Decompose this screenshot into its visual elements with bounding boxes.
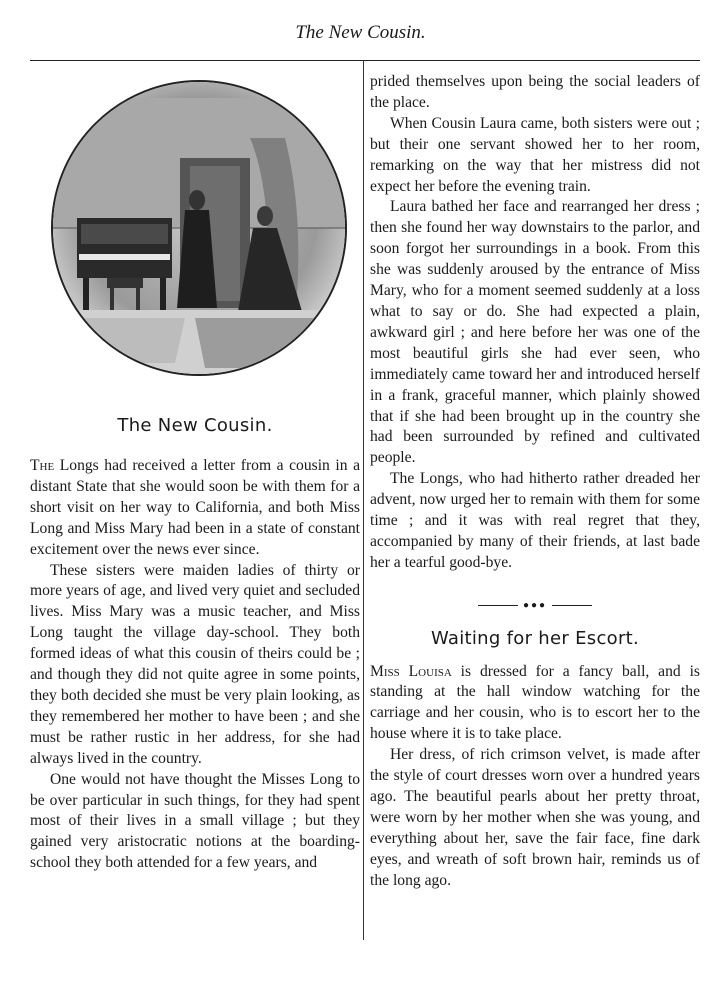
paragraph: The Longs, who had hitherto rather dreaded her advent, now urged her to remain with them for some time ; and it was with real regret that they, accompanied by many of their friends, at last bade her a tearful good-bye.	[370, 470, 700, 571]
running-head: The New Cousin.	[295, 22, 426, 43]
paragraph: These sisters were maiden ladies of thirty or more years of age, and lived very quiet and secluded lives. Miss Mary was a music teacher, and Miss Long taught the village day-school. They both formed ideas of what this cousin of theirs could be ; and though they did not quite agree in some points, they both decided she must be very plain looking, as they remembered her mother to have been ; and she must be rather rustic in her address, for she had always lived in the country.	[30, 561, 360, 767]
story-title-waiting-escort: Waiting for her Escort.	[430, 627, 640, 649]
left-column-text	[30, 456, 360, 874]
paragraph	[30, 456, 360, 561]
paragraph: One would not have thought the Misses Long to be over particular in such things, for they had spent most of their lives in a small village ; but they gained very aristocratic notions at the boarding-school they both attended for a few years, and	[30, 770, 360, 872]
paragraph: Laura bathed her face and rearranged her dress ; then she found her way downstairs to the parlor, and soon forgot her surroundings in a book. From this she was suddenly aroused by the entrance of Miss Mary, who for a moment seemed suddenly at a loss what to say or do. She had expected a plain, awkward girl ; and here before her was one of the most beautiful girls she had ever seen, who immediately came toward her and introduced herself in a frank, graceful manner, which plainly showed that if she had been brought up in the country she had been surrounded by refined and cultivated people.	[370, 198, 700, 467]
story-title-new-cousin: The New Cousin.	[117, 415, 273, 436]
paragraph-text: is dressed for a fancy ball, and is standing at the hall window watching for the carriage and her cousin, who is to escort her to the house where it is to take place.	[370, 662, 700, 743]
paragraph-continued: prided themselves upon being the social leaders of the place.	[370, 73, 700, 111]
paragraph-text: Longs had received a letter from a cousin in a distant State that she would soon be with them for a short visit on her way to California, and both Miss Long and Miss Mary had been in a state of constant excitement over the news ever since.	[30, 457, 360, 558]
paragraph: Her dress, of rich crimson velvet, is made after the style of court dresses worn over a hundred years ago. The beautiful pearls about her pretty throat, were worn by her mother when she was young, and everything about her, save the fair face, fine dark eyes, and wreath of soft brown hair, reminds us of the long ago.	[370, 746, 700, 889]
lead-word: Miss Louisa	[370, 662, 452, 680]
header-rule	[30, 60, 700, 61]
paragraph	[370, 662, 700, 746]
right-column-text	[370, 72, 700, 892]
illustration-engraving	[45, 78, 353, 378]
section-ornament: ●●●	[370, 596, 700, 617]
lead-word: The	[30, 457, 55, 474]
column-divider	[363, 60, 364, 940]
paragraph: When Cousin Laura came, both sisters were out ; but their one servant showed her to her room, remarking on the way that her mistress did not expect her before the evening train.	[370, 114, 700, 195]
